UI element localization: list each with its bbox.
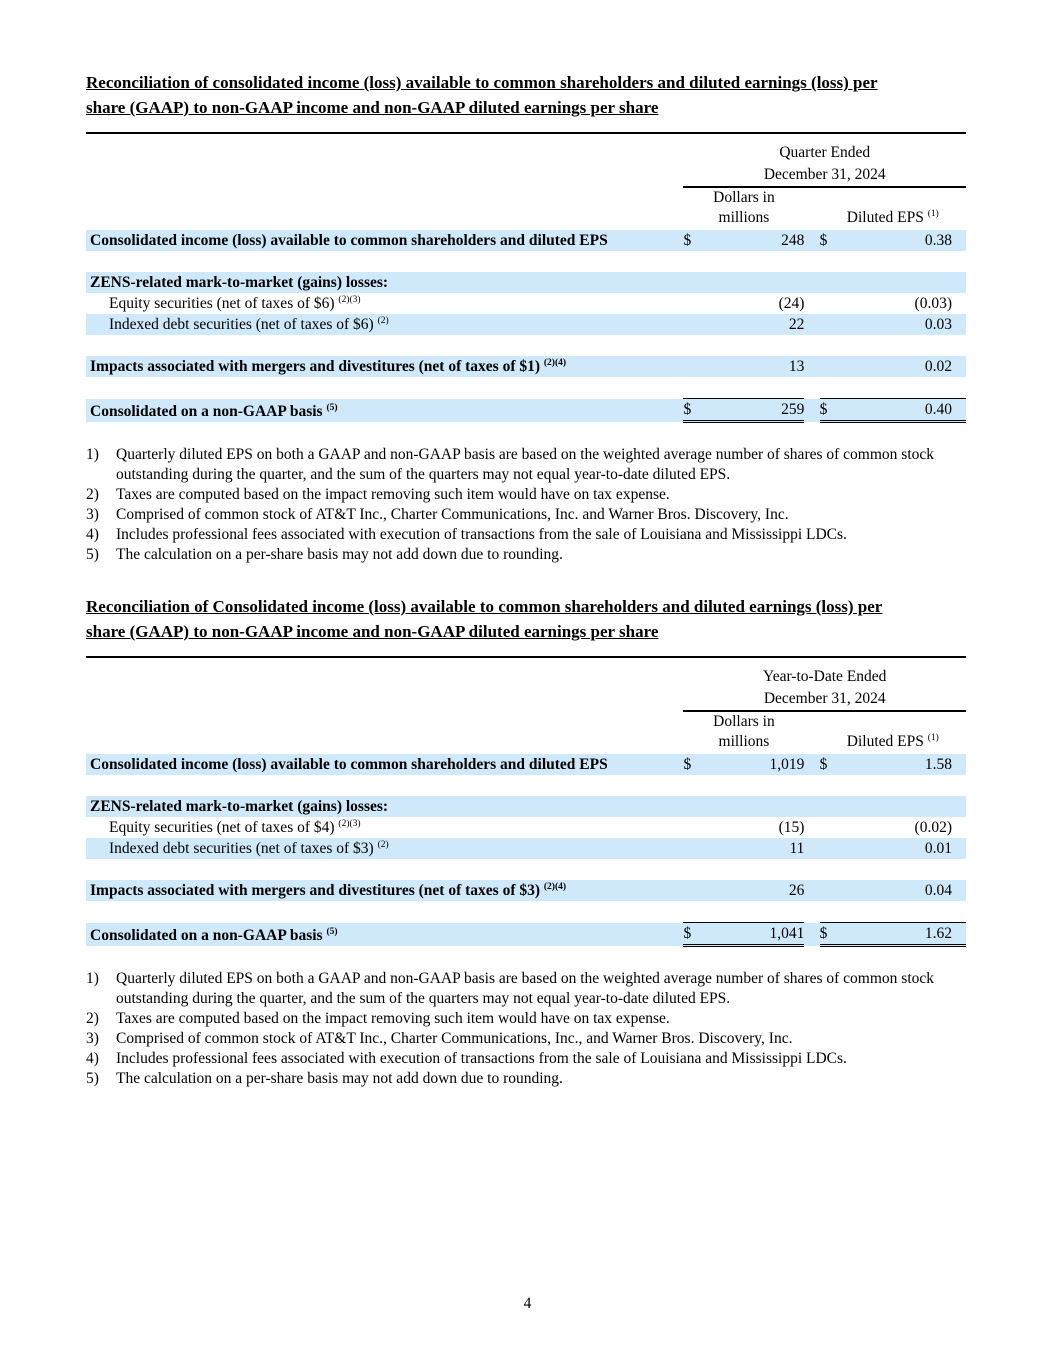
- footnote: 1) Quarterly diluted EPS on both a GAAP and non-GAAP basis are based on the weighted average number of shares of common stock outstanding during the quarter, and the sum of the quarters may not equal year-to-date diluted EPS.: [86, 446, 935, 483]
- title-line-1: Reconciliation of Consolidated income (loss) available to common shareholders and diluted earnings (loss) per: [86, 597, 883, 616]
- eps-column-header: Diluted EPS $^{(1)}$: [846, 733, 939, 750]
- period-line-2: December 31, 2024: [763, 690, 886, 707]
- dollars-value: 26: [698, 880, 805, 901]
- title-line-2: share (GAAP) to non-GAAP income and non-GAAP diluted earnings per share: [86, 98, 659, 117]
- row-label: Consolidated on a non-GAAP basis $^{(5)}$: [86, 923, 683, 946]
- row-label: Consolidated income (loss) available to common shareholders and diluted EPS: [86, 754, 683, 775]
- dollar-sign: $: [683, 754, 697, 775]
- table-row: [86, 880, 966, 901]
- row-label: Impacts associated with mergers and divestitures (net of taxes of $3) $^{(2)(4)}$: [86, 880, 683, 901]
- eps-value: 0.40: [834, 399, 966, 422]
- eps-value: (0.03): [914, 295, 952, 312]
- row-label: ZENS-related mark-to-market (gains) losses:: [86, 272, 683, 293]
- dollar-sign: $: [683, 399, 697, 422]
- table-row: [86, 230, 966, 251]
- footnote: 4) Includes professional fees associated with execution of transactions from the sale of Louisiana and Mississippi LDCs.: [86, 526, 847, 543]
- period-line-1: Quarter Ended: [779, 144, 871, 161]
- dollars-column-header: Dollars in millions: [713, 713, 775, 750]
- eps-value: 0.02: [834, 356, 966, 377]
- table-row: [86, 796, 966, 817]
- dollar-sign: $: [683, 923, 697, 946]
- footnote: 3) Comprised of common stock of AT&T Inc., Charter Communications, Inc., and Warner Bros. Discovery, Inc.: [86, 1030, 793, 1047]
- footnote: 1) Quarterly diluted EPS on both a GAAP and non-GAAP basis are based on the weighted average number of shares of common stock outstanding during the quarter, and the sum of the quarters may not equal year-to-date diluted EPS.: [86, 970, 935, 1007]
- eps-value: (0.02): [914, 819, 952, 836]
- period-line-2: December 31, 2024: [763, 166, 886, 183]
- title-line-2: share (GAAP) to non-GAAP income and non-GAAP diluted earnings per share: [86, 622, 659, 641]
- table-row-total: [86, 923, 966, 946]
- dollars-value: 259: [698, 399, 805, 422]
- dollars-value: 11: [698, 838, 805, 859]
- footnote: 4) Includes professional fees associated with execution of transactions from the sale of Louisiana and Mississippi LDCs.: [86, 1050, 847, 1067]
- table-row: [86, 356, 966, 377]
- reconciliation-table: [86, 658, 966, 947]
- table-row: [86, 754, 966, 775]
- row-label: Impacts associated with mergers and divestitures (net of taxes of $1) $^{(2)(4)}$: [86, 356, 683, 377]
- eps-value: 0.38: [834, 230, 966, 251]
- eps-value: 1.62: [834, 923, 966, 946]
- row-label: Indexed debt securities (net of taxes of $6) $^{(2)}$: [86, 314, 683, 335]
- row-label: ZENS-related mark-to-market (gains) losses:: [86, 796, 683, 817]
- dollars-column-header: Dollars in millions: [713, 189, 775, 226]
- period-header: [683, 658, 966, 711]
- row-label: Indexed debt securities (net of taxes of $3) $^{(2)}$: [86, 838, 683, 859]
- row-label: Consolidated on a non-GAAP basis $^{(5)}$: [86, 399, 683, 422]
- reconciliation-table: [86, 134, 966, 423]
- table-row: [86, 817, 966, 838]
- section-title: [86, 70, 976, 120]
- table-row-total: [86, 399, 966, 422]
- row-label: Consolidated income (loss) available to common shareholders and diluted EPS: [86, 230, 683, 251]
- dollar-sign: $: [820, 923, 834, 946]
- page-number: 4: [523, 1295, 532, 1312]
- table-row: [86, 838, 966, 859]
- period-header: [683, 134, 966, 187]
- section-title: [86, 594, 976, 644]
- ytd-reconciliation-section: [86, 594, 966, 1089]
- dollar-sign: $: [820, 754, 834, 775]
- eps-column-header: Diluted EPS $^{(1)}$: [846, 209, 939, 226]
- dollars-value: (15): [778, 819, 805, 836]
- dollars-value: (24): [778, 295, 805, 312]
- row-label: Equity securities (net of taxes of $4) $^{(2)(3)}$: [109, 819, 361, 836]
- table-row: [86, 293, 966, 314]
- footnote: 3) Comprised of common stock of AT&T Inc., Charter Communications, Inc. and Warner Bros. Discovery, Inc.: [86, 506, 789, 523]
- footnotes: [86, 445, 966, 565]
- table-row: [86, 272, 966, 293]
- quarter-reconciliation-section: [86, 70, 966, 565]
- title-line-1: Reconciliation of consolidated income (loss) available to common shareholders and diluted earnings (loss) per: [86, 73, 878, 92]
- dollar-sign: $: [683, 230, 697, 251]
- dollars-value: 248: [698, 230, 805, 251]
- footnote: 5) The calculation on a per-share basis may not add down due to rounding.: [86, 546, 563, 563]
- dollars-value: 13: [698, 356, 805, 377]
- period-line-1: Year-to-Date Ended: [763, 668, 887, 685]
- dollar-sign: $: [820, 399, 834, 422]
- dollars-value: 22: [698, 314, 805, 335]
- footnote: 2) Taxes are computed based on the impact removing such item would have on tax expense.: [86, 1010, 670, 1027]
- eps-value: 0.04: [834, 880, 966, 901]
- dollar-sign: $: [820, 230, 834, 251]
- row-label: Equity securities (net of taxes of $6) $^{(2)(3)}$: [109, 295, 361, 312]
- footnote: 2) Taxes are computed based on the impact removing such item would have on tax expense.: [86, 486, 670, 503]
- eps-value: 1.58: [834, 754, 966, 775]
- eps-value: 0.03: [834, 314, 966, 335]
- dollars-value: 1,041: [698, 923, 805, 946]
- dollars-value: 1,019: [698, 754, 805, 775]
- eps-value: 0.01: [834, 838, 966, 859]
- table-row: [86, 314, 966, 335]
- footnotes: [86, 969, 966, 1089]
- footnote: 5) The calculation on a per-share basis may not add down due to rounding.: [86, 1070, 563, 1087]
